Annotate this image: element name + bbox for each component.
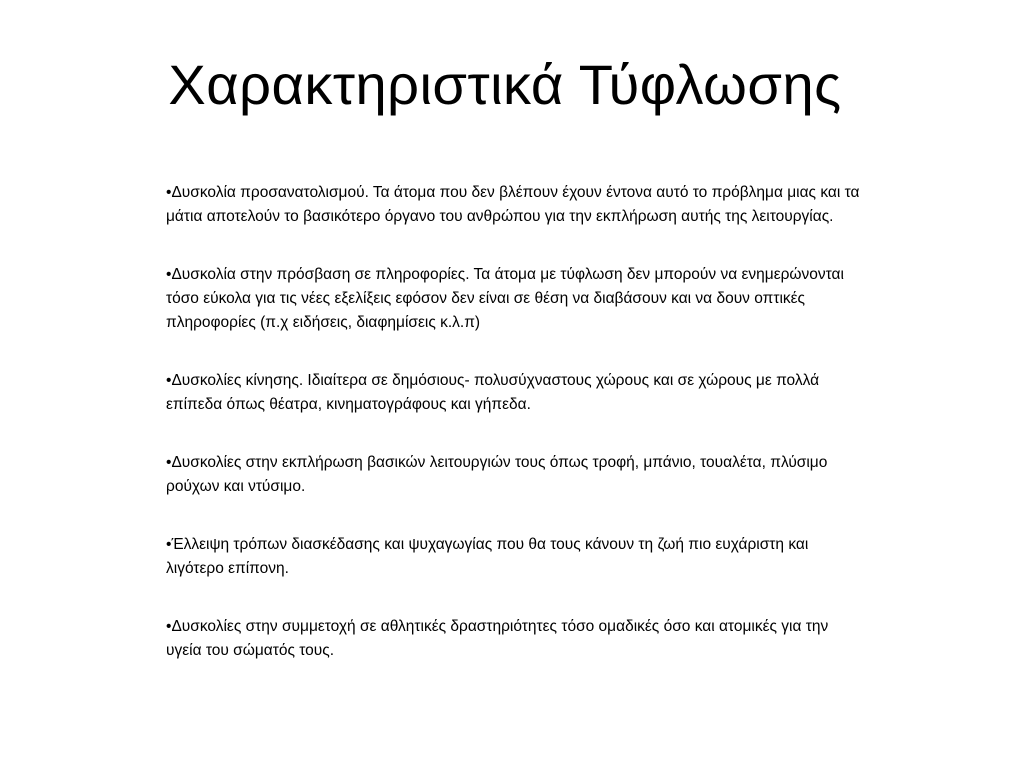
bullet-text: Δυσκολία προσανατολισμού. Τα άτομα που δεν βλέπουν έχουν έντονα αυτό το πρόβλημα μιας και τα μάτια αποτελούν το βασικότερο όργανο του ανθρώπου για την εκπλήρωση αυτής της λειτουργίας. bbox=[166, 184, 860, 225]
bullet-marker: • bbox=[166, 266, 172, 283]
bullet-text: Δυσκολίες στην εκπλήρωση βασικών λειτουργιών τους όπως τροφή, μπάνιο, τουαλέτα, πλύσιμο ρούχων και ντύσιμο. bbox=[166, 454, 828, 495]
bullet-marker: • bbox=[166, 536, 172, 553]
bullet-item-mobility bbox=[166, 369, 866, 417]
bullet-text: Έλλειψη τρόπων διασκέδασης και ψυχαγωγίας που θα τους κάνουν τη ζωή πιο ευχάριστη και λιγότερο επίπονη. bbox=[166, 536, 809, 577]
bullet-text: Δυσκολίες κίνησης. Ιδιαίτερα σε δημόσιους- πολυσύχναστους χώρους και σε χώρους με πολλά επίπεδα όπως θέατρα, κινηματογράφους και γήπεδα. bbox=[166, 372, 820, 413]
bullet-text: Δυσκολία στην πρόσβαση σε πληροφορίες. Τα άτομα με τύφλωση δεν μπορούν να ενημερώνονται τόσο εύκολα για τις νέες εξελίξεις εφόσον δεν είναι σε θέση να διαβάσουν και να δουν οπτικές πληροφορίες (π.χ ειδήσεις, διαφημίσεις κ.λ.π) bbox=[166, 266, 844, 331]
bullet-item-entertainment bbox=[166, 533, 866, 581]
slide-title: Χαρακτηριστικά Τύφλωσης bbox=[168, 53, 842, 116]
bullet-text: Δυσκολίες στην συμμετοχή σε αθλητικές δραστηριότητες τόσο ομαδικές όσο και ατομικές για την υγεία του σώματός τους. bbox=[166, 618, 829, 659]
bullet-list bbox=[166, 181, 866, 663]
bullet-item-information-access bbox=[166, 263, 866, 335]
bullet-marker: • bbox=[166, 454, 172, 471]
bullet-marker: • bbox=[166, 372, 172, 389]
bullet-item-sports bbox=[166, 615, 866, 663]
bullet-marker: • bbox=[166, 618, 172, 635]
bullet-marker: • bbox=[166, 184, 172, 201]
bullet-item-orientation bbox=[166, 181, 866, 229]
bullet-item-daily-functions bbox=[166, 451, 866, 499]
